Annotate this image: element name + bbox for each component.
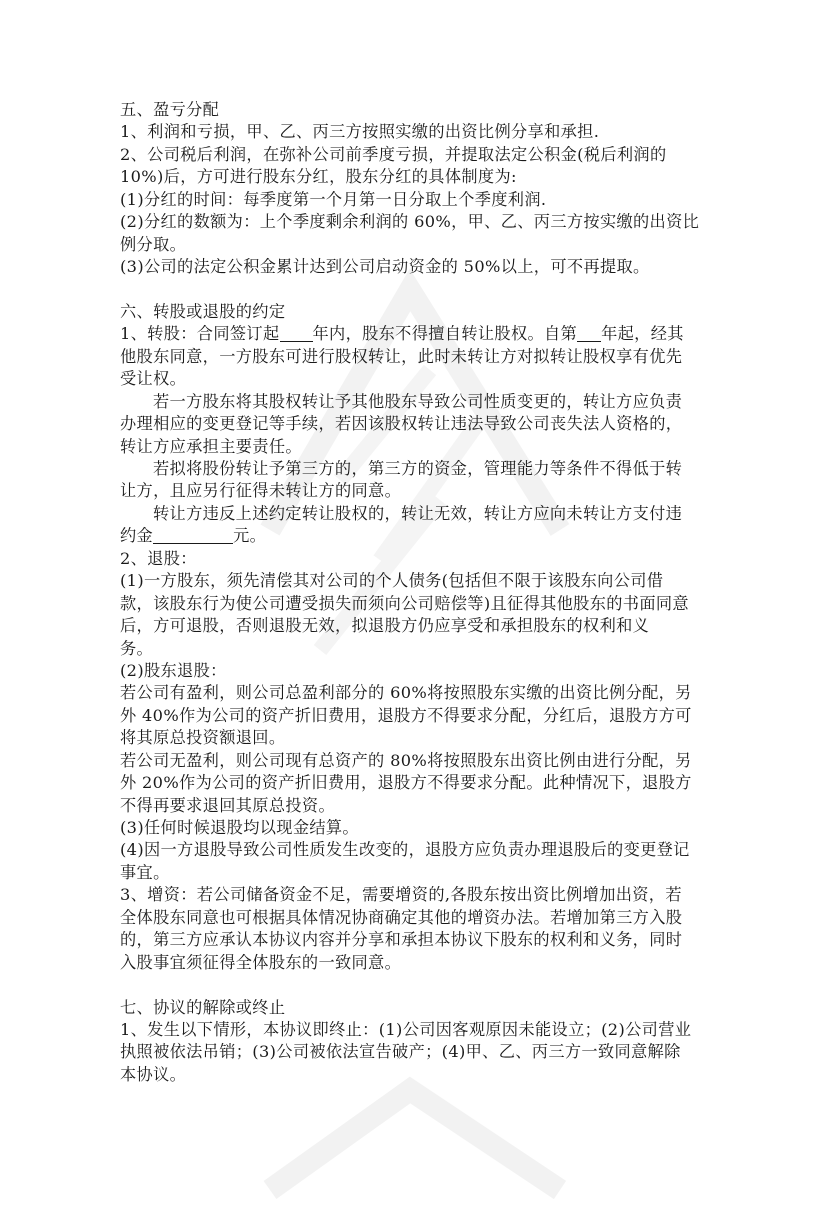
text-span: 元。	[233, 526, 267, 546]
section-heading: 五、盈亏分配	[120, 100, 220, 119]
text-line: 受让权。	[120, 369, 187, 389]
text-line: 3、增资：若公司储备资金不足，需要增资的,各股东按出资比例增加出资，若	[120, 885, 682, 905]
text-span: 1、转股：合同签订起	[120, 324, 280, 344]
text-line: 他股东同意，一方股东可进行股权转让，此时未转让方对拟转让股权享有优先	[120, 346, 683, 366]
text-line: (3)公司的法定公积金累计达到公司启动资金的 50%以上，可不再提取。	[120, 257, 650, 277]
text-span: 年内，股东不得擅自转让股权。自第	[312, 324, 578, 344]
text-line: (1)分红的时间：每季度第一个月第一日分取上个季度利润.	[120, 189, 547, 209]
text-line: 将其原总投资额退回。	[120, 728, 286, 748]
section-heading: 七、协议的解除或终止	[120, 997, 286, 1017]
text-line: 款，该股东行为使公司遭受损失而须向公司赔偿等)且征得其他股东的书面同意	[120, 593, 689, 613]
text-line: 执照被依法吊销；(3)公司被依法宣告破产；(4)甲、乙、丙三方一致同意解除	[120, 1042, 681, 1062]
text-line: 2、公司税后利润，在弥补公司前季度亏损，并提取法定公积金(税后利润的	[120, 144, 667, 164]
document-page	[120, 99, 720, 1086]
text-line	[120, 323, 720, 345]
paragraph-gap	[120, 279, 720, 301]
text-line: (2)分红的数额为：上个季度剩余利润的 60%，甲、乙、丙三方按实缴的出资比	[120, 212, 700, 232]
blank-penalty-amount-field[interactable]	[153, 527, 233, 544]
text-span: 年起，经其	[601, 324, 684, 344]
text-line: 务。	[120, 638, 154, 658]
text-line: 1、利润和亏损，甲、乙、丙三方按照实缴的出资比例分享和承担.	[120, 122, 600, 142]
text-line: 事宜。	[120, 862, 170, 882]
text-line: 例分取。	[120, 234, 187, 254]
text-line: 不得再要求退回其原总投资。	[120, 795, 335, 815]
text-line: (4)因一方退股导致公司性质发生改变的，退股方应负责办理退股后的变更登记	[120, 840, 690, 860]
text-line: 办理相应的变更登记等手续，若因该股权转让违法导致公司丧失法人资格的，	[120, 414, 683, 434]
text-line: 1、发生以下情形，本协议即终止：(1)公司因客观原因未能设立；(2)公司营业	[120, 1019, 692, 1039]
section-heading: 六、转股或退股的约定	[120, 301, 286, 321]
text-span: 约金	[120, 526, 154, 546]
text-line: 本协议。	[120, 1064, 187, 1084]
text-line: 外 40%作为公司的资产折旧费用，退股方不得要求分配，分红后，退股方方可	[120, 705, 692, 725]
text-line: 后，方可退股，否则退股无效，拟退股方仍应享受和承担股东的权利和义	[120, 616, 650, 636]
text-line: 若公司有盈利，则公司总盈利部分的 60%将按照股东实缴的出资比例分配，另	[120, 683, 692, 703]
text-line: 若拟将股份转让予第三方的，第三方的资金，管理能力等条件不得低于转	[153, 459, 683, 478]
paragraph-gap	[120, 974, 720, 996]
text-line: 若一方股东将其股权转让予其他股东导致公司性质变更的，转让方应负责	[153, 391, 683, 411]
text-line: 转让方违反上述约定转让股权的，转让无效，转让方应向未转让方支付违	[153, 503, 683, 523]
text-line	[120, 525, 720, 547]
text-line: 10%)后，方可进行股东分红，股东分红的具体制度为:	[120, 167, 517, 187]
text-line: 的，第三方应承认本协议内容并分享和承担本协议下股东的权利和义务，同时	[120, 930, 683, 950]
text-line: 2、退股：	[120, 548, 197, 568]
text-line: 若公司无盈利，则公司现有总资产的 80%将按照股东出资比例由进行分配，另	[120, 750, 692, 770]
blank-years-field[interactable]	[280, 325, 313, 342]
text-line: 入股事宜须征得全体股东的一致同意。	[120, 952, 402, 972]
text-line: (1)一方股东，须先清偿其对公司的个人债务(包括但不限于该股东向公司借	[120, 571, 664, 591]
blank-year-start-field[interactable]	[577, 325, 601, 342]
text-line: 全体股东同意也可根据具体情况协商确定其他的增资办法。若增加第三方入股	[120, 907, 683, 927]
text-line: (2)股东退股：	[120, 660, 227, 680]
text-line: (3)任何时候退股均以现金结算。	[120, 818, 359, 837]
text-line: 让方，且应另行征得未转让方的同意。	[120, 481, 402, 501]
text-line: 外 20%作为公司的资产折旧费用，退股方不得要求分配。此种情况下，退股方	[120, 773, 692, 793]
text-line: 转让方应承担主要责任。	[120, 436, 302, 456]
